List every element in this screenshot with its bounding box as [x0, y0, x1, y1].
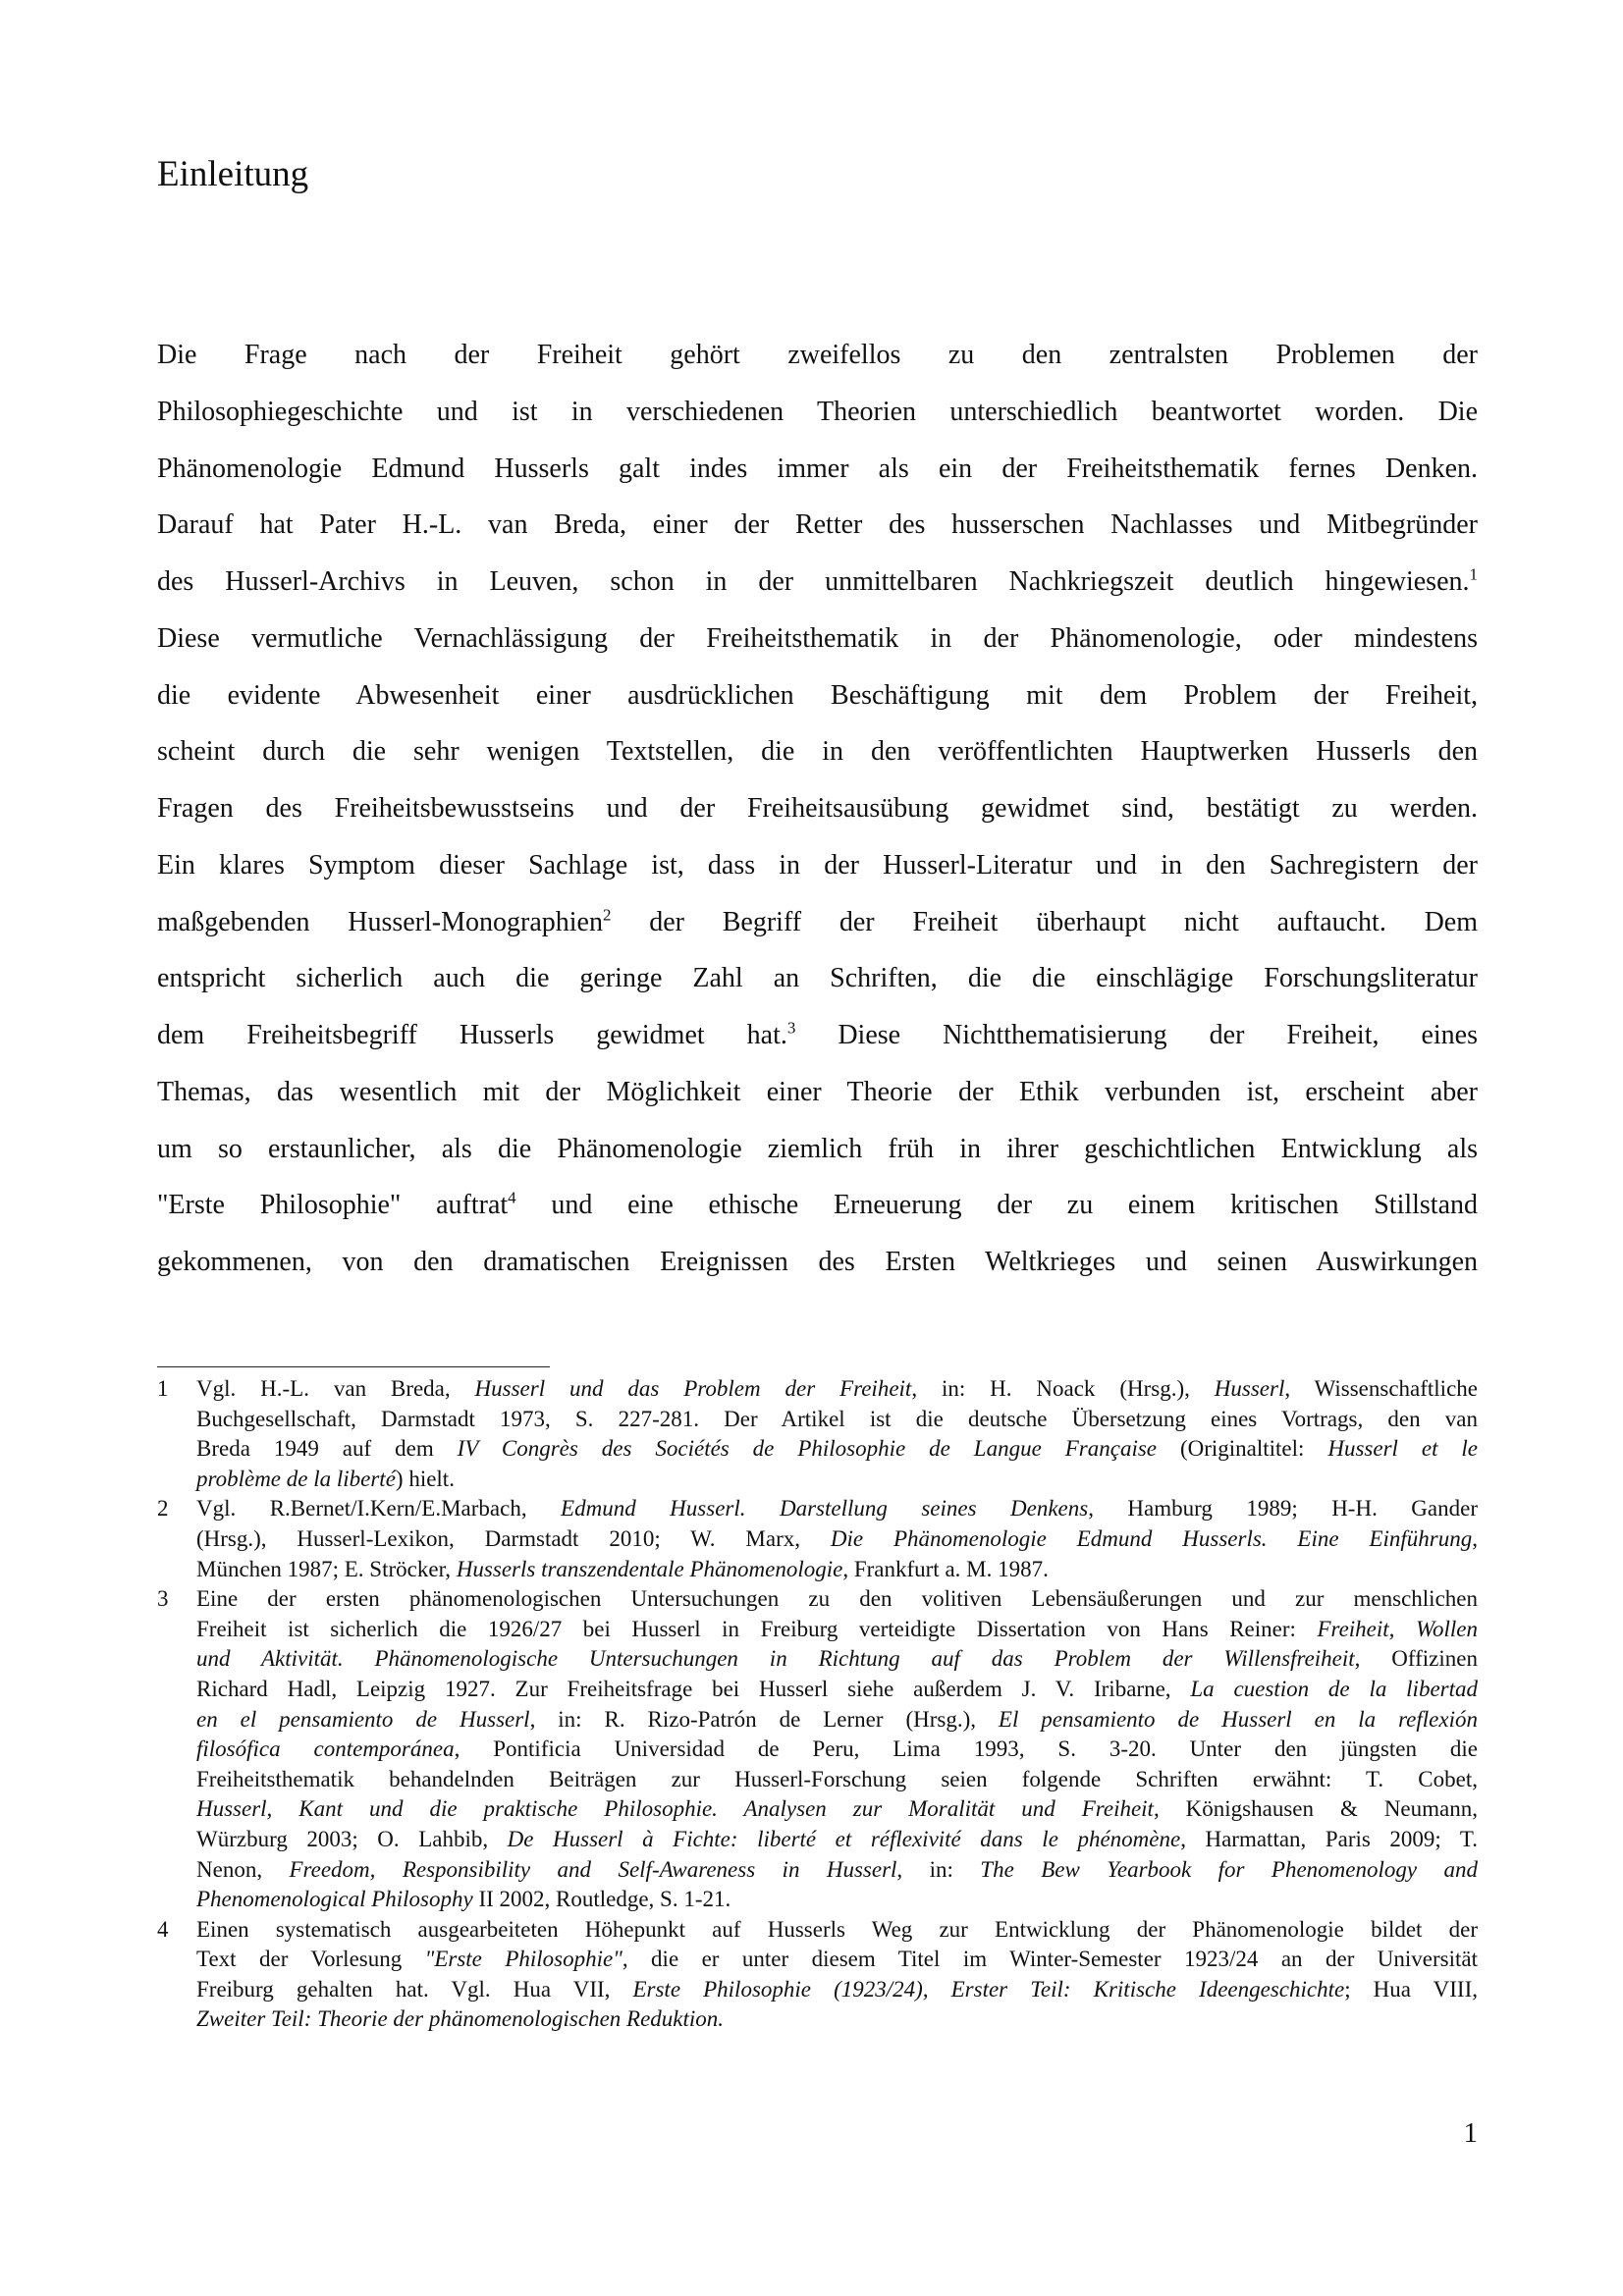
text-run: und eine ethische Erneuerung der zu einem kritischen Stillstand	[515, 1190, 1479, 1221]
italic-text: Freiheit, Wollen	[1317, 1616, 1478, 1641]
italic-text: und Aktivität. Phänomenologische Untersuchungen in Richtung auf das Problem der Willensfreiheit	[196, 1646, 1355, 1672]
text-run: Diese vermutliche Vernachlässigung der Freiheitsthematik in der Phänomenologie, oder mindestens	[157, 622, 1478, 654]
body-line	[157, 1129, 1478, 1186]
footnote-reference[interactable]: 4	[508, 1188, 516, 1207]
body-line	[157, 1242, 1478, 1299]
italic-text: Edmund Husserl. Darstellung seines Denkens	[561, 1496, 1089, 1522]
italic-text: Husserl et le	[1327, 1436, 1478, 1462]
text-run: Einen systematisch ausgearbeiteten Höhepunkt auf Husserls Weg zur Entwicklung der Phänomenologie bildet der	[196, 1916, 1478, 1942]
text-run: entspricht sicherlich auch die geringe Zahl an Schriften, die die einschlägige Forschungsliteratur	[157, 963, 1478, 994]
footnote-line	[196, 1405, 1478, 1435]
italic-text: El pensamiento de Husserl en la reflexión	[998, 1706, 1478, 1732]
text-run: der Begriff der Freiheit überhaupt nicht auftaucht. Dem	[611, 906, 1479, 937]
footnote	[157, 1584, 1478, 1915]
text-run: gekommenen, von den dramatischen Ereignissen des Ersten Weltkrieges und seinen Auswirkungen	[157, 1247, 1478, 1277]
footnote-line	[196, 1465, 1478, 1495]
body-line	[157, 902, 1478, 959]
text-run: , in: H. Noack (Hrsg.),	[911, 1376, 1215, 1401]
italic-text: Die Phänomenologie Edmund Husserls. Eine Einführung	[830, 1525, 1473, 1551]
body-text	[157, 335, 1478, 1299]
text-run: Themas, das wesentlich mit der Möglichkeit einer Theorie der Ethik verbunden ist, erscheint aber	[157, 1076, 1478, 1107]
footnote-line	[196, 1975, 1478, 2005]
page-number: 1	[1463, 2117, 1478, 2149]
italic-text: La cuestion de la libertad	[1190, 1676, 1478, 1701]
text-run: Ein klares Symptom dieser Sachlage ist, dass in der Husserl-Literatur und in den Sachregistern der	[157, 849, 1478, 881]
footnote-number: 4	[157, 1916, 169, 1942]
text-run: München 1987; E. Ströcker,	[196, 1556, 457, 1581]
footnote-line	[196, 1855, 1478, 1886]
body-line	[157, 561, 1478, 618]
text-run: (Hrsg.), Husserl-Lexikon, Darmstadt 2010; W. Marx,	[196, 1525, 831, 1551]
footnote-line	[196, 1434, 1478, 1465]
text-run: des Husserl-Archivs in Leuven, schon in der unmittelbaren Nachkriegszeit deutlich hingewiesen.	[157, 566, 1470, 597]
footnotes	[157, 1374, 1478, 2035]
italic-text: Zweiter Teil: Theorie der phänomenologischen Reduktion.	[196, 2006, 725, 2032]
body-line	[157, 788, 1478, 845]
footnote-line	[196, 1915, 1478, 1946]
text-run: Darauf hat Pater H.-L. van Breda, einer der Retter des husserschen Nachlasses und Mitbegründer	[157, 509, 1478, 541]
footnote-line	[196, 1825, 1478, 1855]
text-run: , Königshausen & Neumann,	[1153, 1796, 1478, 1822]
footnote	[157, 1374, 1478, 1494]
italic-text: Freedom, Responsibility and Self-Awareness in Husserl	[289, 1856, 897, 1882]
footnote-line	[196, 1705, 1478, 1735]
italic-text: Erste Philosophie (1923/24), Erster Teil: Kritische Ideengeschichte	[632, 1976, 1345, 2002]
italic-text: The Bew Yearbook for Phenomenology and	[980, 1856, 1478, 1882]
text-run: II 2002, Routledge, S. 1-21.	[472, 1887, 731, 1912]
footnote-reference[interactable]: 3	[786, 1018, 796, 1038]
footnote-separator	[157, 1366, 550, 1367]
text-run: maßgebenden Husserl-Monographien	[157, 906, 603, 937]
text-run: , in: R. Rizo-Patrón de Lerner (Hrsg.),	[529, 1706, 999, 1732]
footnote-line	[196, 1374, 1478, 1405]
text-run: Vgl. H.-L. van Breda,	[196, 1376, 475, 1401]
footnote-line	[196, 1494, 1478, 1524]
section-heading: Einleitung	[157, 154, 309, 194]
text-run: Würzburg 2003; O. Lahbib,	[196, 1826, 508, 1851]
body-line	[157, 675, 1478, 732]
body-line	[157, 1072, 1478, 1129]
body-line	[157, 845, 1478, 902]
text-run: "Erste Philosophie" auftrat	[157, 1190, 509, 1221]
body-line	[157, 1185, 1478, 1242]
italic-text: Husserl und das Problem der Freiheit	[474, 1376, 912, 1401]
footnote	[157, 1494, 1478, 1584]
footnote-line	[196, 1675, 1478, 1705]
italic-text: Phenomenological Philosophy	[196, 1887, 473, 1912]
text-run: Phänomenologie Edmund Husserls galt indes immer als ein der Freiheitsthematik fernes Denken.	[157, 453, 1478, 484]
text-run: ; Hua VIII,	[1344, 1976, 1478, 2002]
body-line	[157, 392, 1478, 449]
footnote-number: 2	[157, 1496, 169, 1522]
body-line	[157, 505, 1478, 561]
footnote-line	[196, 1794, 1478, 1825]
text-run: Diese Nichtthematisierung der Freiheit, eines	[795, 1020, 1478, 1050]
italic-text: filosófica contemporánea	[196, 1736, 455, 1762]
text-run: Text der Vorlesung	[196, 1947, 425, 1972]
footnote-line	[196, 2004, 1478, 2035]
text-run: um so erstaunlicher, als die Phänomenologie ziemlich früh in ihrer geschichtlichen Entwicklung als	[157, 1133, 1478, 1164]
text-run: dem Freiheitsbegriff Husserls gewidmet hat.	[157, 1020, 787, 1050]
italic-text: en el pensamiento de Husserl	[196, 1706, 530, 1732]
body-line	[157, 731, 1478, 788]
text-run: , Offizinen	[1354, 1646, 1478, 1672]
text-run: Eine der ersten phänomenologischen Untersuchungen zu den volitiven Lebensäußerungen und zur menschlichen	[196, 1586, 1478, 1612]
footnote-number: 3	[157, 1586, 169, 1612]
text-run: (Originaltitel:	[1157, 1436, 1328, 1462]
footnote-line	[196, 1945, 1478, 1975]
text-run: Freiheitsthematik behandelnden Beiträgen zur Husserl-Forschung seien folgende Schriften erwähnt: T. Cobet,	[196, 1766, 1478, 1791]
italic-text: IV Congrès des Sociétés de Philosophie de Langue Française	[457, 1436, 1157, 1462]
footnote-line	[196, 1584, 1478, 1615]
text-run: ) hielt.	[395, 1466, 455, 1491]
text-run: Breda 1949 auf dem	[196, 1436, 458, 1462]
footnote-line	[196, 1765, 1478, 1795]
text-run: Freiheit ist sicherlich die 1926/27 bei Husserl in Freiburg verteidigte Dissertation von Hans Reiner:	[196, 1616, 1318, 1641]
footnote-line	[196, 1555, 1478, 1585]
footnote-number: 1	[157, 1376, 169, 1401]
italic-text: Husserl, Kant und die praktische Philosophie. Analysen zur Moralität und Freiheit	[196, 1796, 1154, 1822]
italic-text: Husserls transzendentale Phänomenologie	[456, 1556, 843, 1581]
footnote-line	[196, 1615, 1478, 1645]
body-line	[157, 449, 1478, 506]
text-run: ,	[1472, 1525, 1478, 1551]
text-run: Richard Hadl, Leipzig 1927. Zur Freiheitsfrage bei Husserl siehe außerdem J. V. Iribarne,	[196, 1676, 1191, 1701]
body-line	[157, 958, 1478, 1015]
body-line	[157, 335, 1478, 392]
footnote-reference[interactable]: 1	[1469, 564, 1478, 584]
footnote-line	[196, 1644, 1478, 1675]
text-run: Fragen des Freiheitsbewusstseins und der Freiheitsausübung gewidmet sind, bestätigt zu werden.	[157, 793, 1478, 824]
text-run: Philosophiegeschichte und ist in verschiedenen Theorien unterschiedlich beantwortet worden. Die	[157, 396, 1478, 427]
text-run: Freiburg gehalten hat. Vgl. Hua VII,	[196, 1976, 633, 2002]
text-run: , die er unter diesem Titel im Winter-Semester 1923/24 an der Universität	[622, 1947, 1478, 1972]
footnote	[157, 1915, 1478, 2035]
text-run: , Frankfurt a. M. 1987.	[842, 1556, 1049, 1581]
text-run: die evidente Abwesenheit einer ausdrücklichen Beschäftigung mit dem Problem der Freiheit,	[157, 679, 1478, 711]
text-run: , Wissenschaftliche	[1284, 1376, 1478, 1401]
text-run: , Hamburg 1989; H-H. Gander	[1088, 1496, 1478, 1522]
footnote-line	[196, 1735, 1478, 1765]
italic-text: De Husserl à Fichte: liberté et réflexivité dans le phénomène	[507, 1826, 1181, 1851]
italic-text: "Erste Philosophie"	[424, 1947, 622, 1972]
footnote-reference[interactable]: 2	[602, 905, 612, 925]
text-run: Die Frage nach der Freiheit gehört zweifellos zu den zentralsten Problemen der	[157, 340, 1478, 370]
text-run: , in:	[896, 1856, 981, 1882]
footnote-line	[196, 1885, 1478, 1915]
footnote-line	[196, 1524, 1478, 1555]
text-run: Buchgesellschaft, Darmstadt 1973, S. 227-281. Der Artikel ist die deutsche Übersetzung eines Vortrags, den van	[196, 1406, 1478, 1431]
italic-text: Husserl	[1214, 1376, 1285, 1401]
text-run: , Harmattan, Paris 2009; T.	[1180, 1826, 1478, 1851]
text-run: scheint durch die sehr wenigen Textstellen, die in den veröffentlichten Hauptwerken Husserls den	[157, 736, 1478, 768]
text-run: Nenon,	[196, 1856, 290, 1882]
text-run: , Pontificia Universidad de Peru, Lima 1993, S. 3-20. Unter den jüngsten die	[454, 1736, 1478, 1762]
text-run: Vgl. R.Bernet/I.Kern/E.Marbach,	[196, 1496, 562, 1522]
body-line	[157, 618, 1478, 675]
italic-text: problème de la liberté	[196, 1466, 396, 1491]
body-line	[157, 1015, 1478, 1072]
